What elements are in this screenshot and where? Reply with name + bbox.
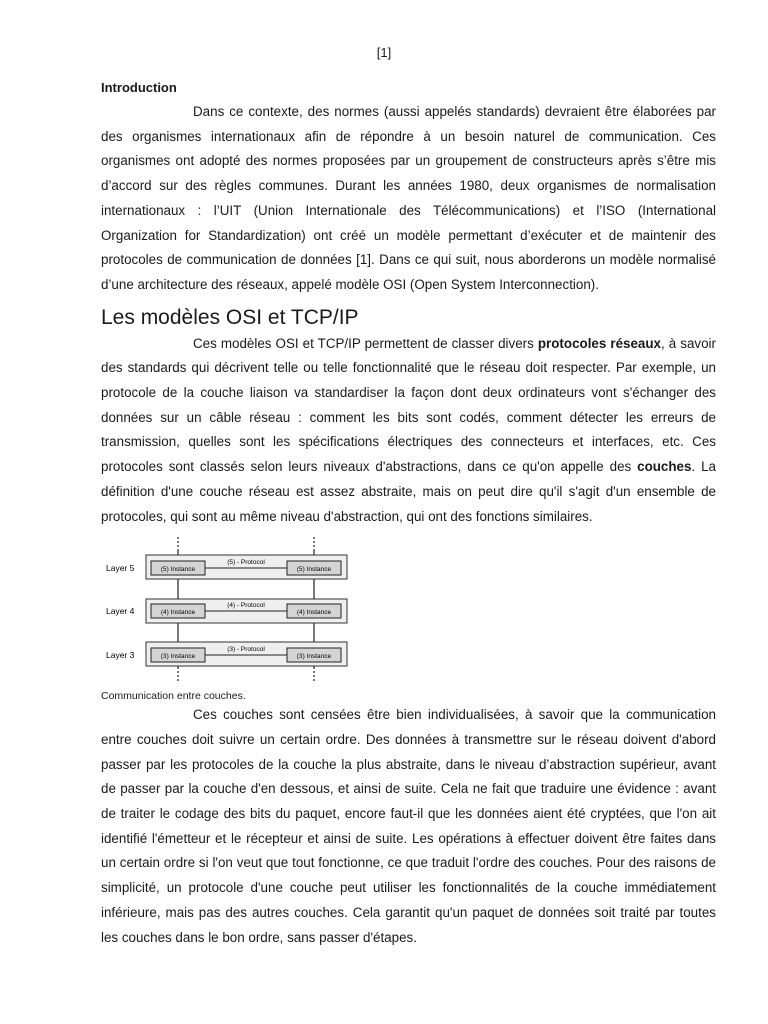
- para1-text-a: Ces modèles OSI et TCP/IP permettent de classer divers: [193, 335, 538, 351]
- layer-diagram-svg: [101, 537, 361, 685]
- layer-3-right-instance: (3) Instance: [296, 653, 332, 661]
- section-paragraph-1: [101, 332, 716, 530]
- para1-text-b: , à savoir des standards qui décrivent telle ou telle fonctionnalité que le réseau doit respecter. Par exemple, un protocole de la couche liaison va standardiser la façon dont deux ordinateurs vont s'échanger des données sur un câble réseau : comment les bits sont codés, comment détecter les erreurs de transmission, quelles sont les spécifications électriques des connecteurs et interfaces, etc. Ces protocoles sont classés selon leurs niveaux d'abstractions, dans ce qu'on appelle des: [101, 335, 716, 475]
- layer-5-right-instance: (5) Instance: [296, 566, 332, 574]
- section-paragraph-2: [101, 703, 716, 950]
- para1-bold-protocols: protocoles réseaux: [537, 335, 661, 351]
- diagram-caption: Communication entre couches.: [101, 690, 246, 703]
- layer-row-3: [106, 642, 347, 666]
- layer-5-label: Layer 5: [106, 563, 135, 574]
- para2-text: Ces couches sont censées être bien individualisées, à savoir que la communication entre couches doit suivre un certain ordre. Des données à transmettre sur le réseau doivent d'abord passer par les protocoles de la couche la plus abstraite, dans le niveau d’abstraction supérieur, avant de passer par la couche d'en dessous, et ainsi de suite. Cela ne fait que traduire une évidence : avant de traiter le codage des bits du paquet, encore faut-il que les données aient été cryptées, que l'on ait identifié l'émetteur et le récepteur et ainsi de suite. Les opérations à effectuer doivent être faites dans un certain ordre si l'on veut que tout fonctionne, ce que traduit l'ordre des couches. Pour des raisons de simplicité, un protocole d'une couche peut utiliser les fonctionnalités de la couche immédiatement inférieure, mais pas des autres couches. Cela garantit qu'un paquet de données soit traité par toutes les couches dans le bon ordre, sans passer d'étapes.: [101, 707, 716, 945]
- document-body: [101, 79, 716, 950]
- layer-4-label: Layer 4: [106, 606, 135, 617]
- introduction-text: Dans ce contexte, des normes (aussi appelés standards) devraient être élaborées par des organismes internationaux afin de répondre à un besoin naturel de communication. Ces organismes ont adopté des normes proposées par un groupement de constructeurs après s’être mis d’accord sur des règles communes. Durant les années 1980, deux organismes de normalisation internationaux : l’UIT (Union Internationale des Télécommunications) et l’ISO (International Organization for Standardization) ont créé un modèle permettant d’exécuter et de maintenir des protocoles de communication de données [1]. Dans ce qui suit, nous aborderons un modèle normalisé d’une architecture des réseaux, appelé modèle OSI (Open System Interconnection).: [101, 104, 716, 292]
- layer-5-left-instance: (5) Instance: [160, 566, 196, 574]
- layer-5-protocol: (5) - Protocol: [227, 559, 265, 567]
- layer-3-left-instance: (3) Instance: [160, 653, 196, 661]
- para1-bold-layers: couches: [637, 459, 692, 475]
- layer-3-protocol: (3) - Protocol: [227, 646, 265, 654]
- layer-diagram: [101, 537, 716, 685]
- layer-4-left-instance: (4) Instance: [160, 609, 196, 617]
- page-number: [1]: [376, 45, 392, 60]
- layer-3-label: Layer 3: [106, 650, 135, 661]
- layer-row-5: [106, 555, 347, 579]
- layer-row-4: [106, 599, 347, 623]
- section-heading: Les modèles OSI et TCP/IP: [101, 305, 359, 329]
- introduction-label: Introduction: [101, 80, 177, 95]
- layer-4-right-instance: (4) Instance: [296, 609, 332, 617]
- para1-text-c: . La définition d'une couche réseau est assez abstraite, mais on peut dire qu'il s'agit d'un ensemble de protocoles, qui sont au même niveau d'abstraction, qui ont des fonctions similaires.: [101, 459, 716, 524]
- layer-4-protocol: (4) - Protocol: [227, 602, 265, 610]
- introduction-paragraph: [101, 100, 716, 298]
